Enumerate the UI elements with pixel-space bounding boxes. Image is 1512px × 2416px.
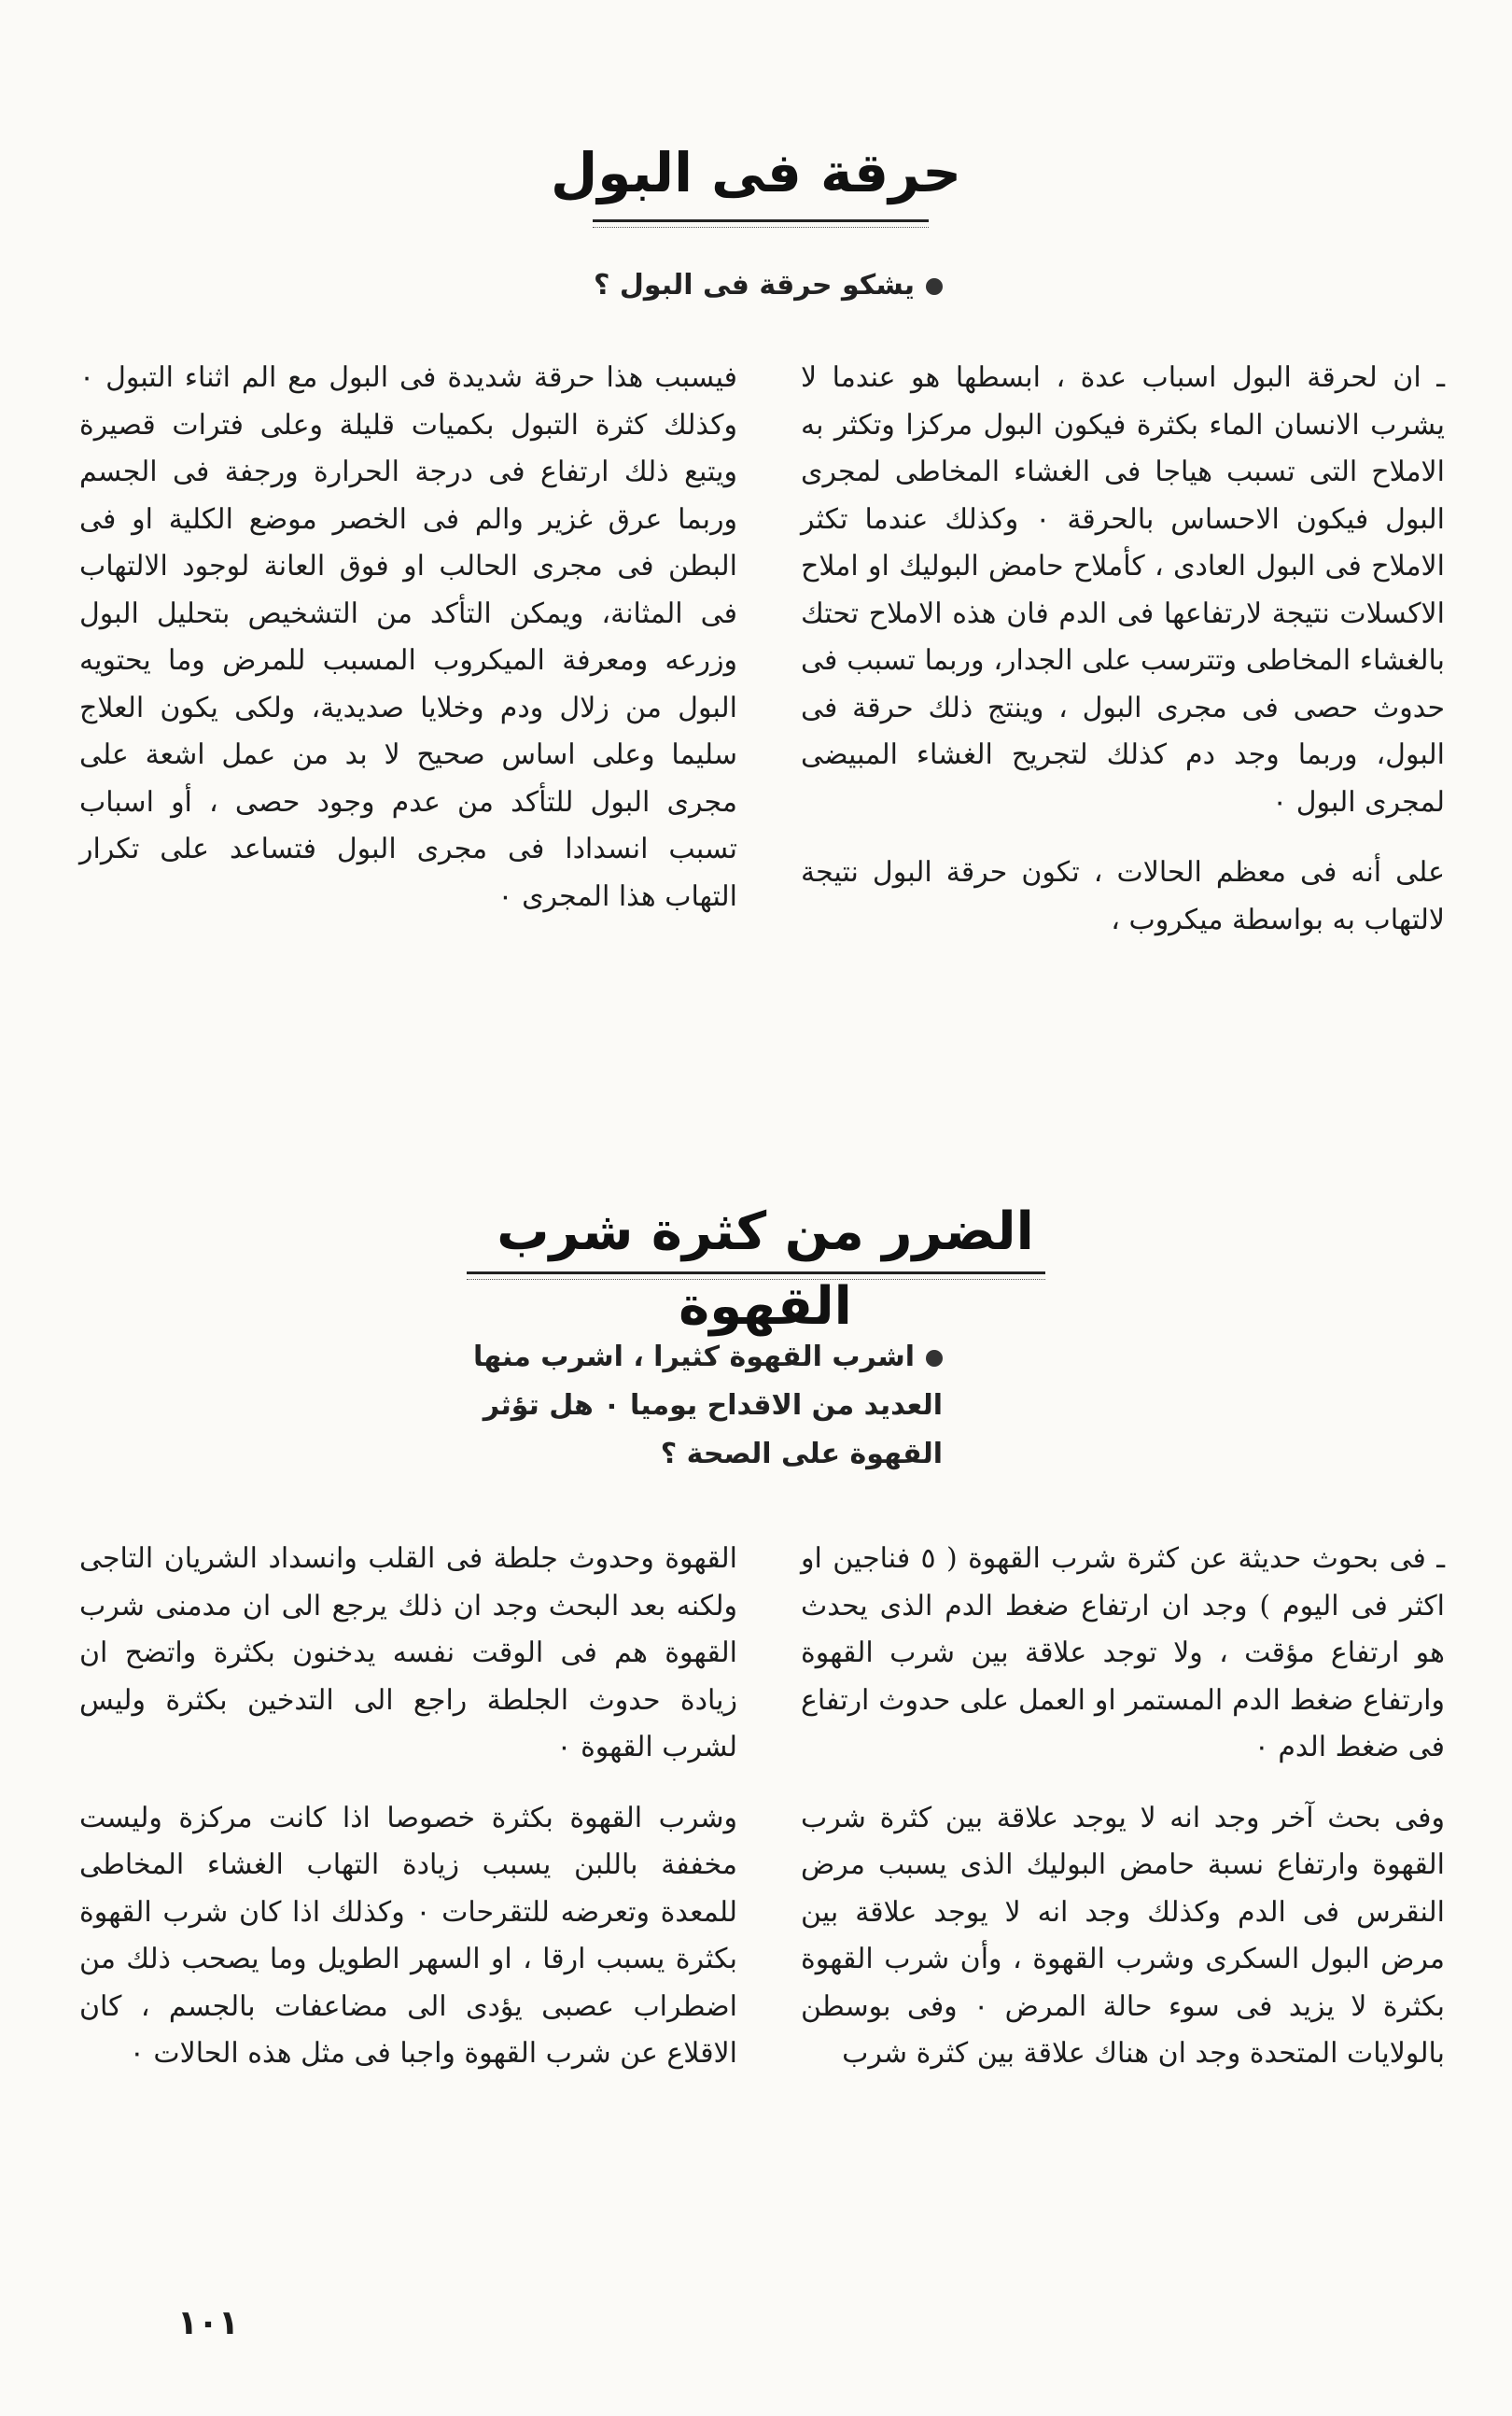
paragraph: ـ فى بحوث حديثة عن كثرة شرب القهوة ( ٥ فناجين او اكثر فى اليوم ) وجد ان ارتفاع ضغط الدم الذى يحدث هو ارتفاع مؤقت ، ولا توجد علاقة بين شرب القهوة وارتفاع ضغط الدم المستمر او العمل على حدوث ارتفاع فى ضغط الدم ۰: [801, 1542, 1445, 1763]
bullet-icon: [926, 278, 943, 295]
article-1-title: حرقة فى البول: [550, 141, 962, 204]
article-2-left-column: [79, 1536, 737, 2101]
bullet-icon: [926, 1350, 943, 1367]
paragraph: وفى بحث آخر وجد انه لا يوجد علاقة بين كثرة شرب القهوة وارتفاع نسبة حامض البوليك الذى يسبب مرض النقرس فى الدم وكذلك وجد انه لا يوجد علاقة بين مرض البول السكرى وشرب القهوة ، وأن شرب القهوة بكثرة لا يزيد فى سوء حالة المرض ۰ وفى بوسطن بالولايات المتحدة وجد ان هناك علاقة بين كثرة شرب: [801, 1801, 1445, 2070]
paragraph: ـ ان لحرقة البول اسباب عدة ، ابسطها هو عندما لا يشرب الانسان الماء بكثرة فيكون البول مركزا وتكثر به الاملاح التى تسبب هياجا فى الغشاء المخاطى لمجرى البول فيكون الاحساس بالحرقة ۰ وكذلك عندما تكثر الاملاح فى البول العادى ، كأملاح حامض البوليك او املاح الاكسلات نتيجة لارتفاعها فى الدم فان هذه الاملاح تحتك بالغشاء المخاطى وتترسب على الجدار، وربما تسبب فى حدوث حصى فى مجرى البول ، وينتج ذلك حرقة فى البول، وربما وجد دم كذلك لتجريح الغشاء المبيضى لمجرى البول ۰: [801, 361, 1445, 819]
title-underline-dotted: [467, 1279, 1045, 1280]
paragraph: على أنه فى معظم الحالات ، تكون حرقة البول نتيجة لالتهاب به بواسطة ميكروب ،: [801, 856, 1445, 936]
title-underline: [467, 1271, 1045, 1274]
article-2-right-column: [801, 1536, 1445, 2101]
article-1-left-column: [79, 355, 737, 944]
paragraph: القهوة وحدوث جلطة فى القلب وانسداد الشريان التاجى ولكنه بعد البحث وجد ان ذلك يرجع الى ان مدمنى شرب القهوة هم فى الوقت نفسه يدخنون بكثرة واتضح ان زيادة حدوث الجلطة راجع الى التدخين بكثرة وليس لشرب القهوة ۰: [79, 1542, 737, 1763]
page-number: ١٠١: [177, 2304, 239, 2342]
title-underline: [593, 219, 929, 222]
article-2-question-text: اشرب القهوة كثيرا ، اشرب منها العديد من الاقداح يوميا ۰ هل تؤثر القهوة على الصحة ؟: [472, 1341, 943, 1470]
article-2-question: [420, 1333, 943, 1479]
paragraph: فيسبب هذا حرقة شديدة فى البول مع الم اثناء التبول ۰ وكذلك كثرة التبول بكميات قليلة وعلى فترات قصيرة ويتبع ذلك ارتفاع فى درجة الحرارة ورجفة فى الجسم وربما عرق غزير والم فى الخصر موضع الكلية او فى البطن فى مجرى الحالب او فوق العانة لوجود الالتهاب فى المثانة، ويمكن التأكد من التشخيص بتحليل البول وزرعه ومعرفة الميكروب المسبب للمرض وما يحتويه البول من زلال ودم وخلايا صديدية، ولكى يكون العلاج سليما وعلى اساس صحيح لا بد من عمل اشعة على مجرى البول للتأكد من عدم وجود حصى ، أو اسباب تسبب انسدادا فى مجرى البول فتساعد على تكرار التهاب هذا المجرى ۰: [79, 361, 737, 913]
article-1-question: [457, 261, 943, 310]
article-1-question-text: يشكو حرقة فى البول ؟: [594, 269, 915, 302]
article-1-right-column: [801, 355, 1445, 967]
article-2-title: الضرر من كثرة شرب القهوة: [497, 1201, 1034, 1337]
paragraph: وشرب القهوة بكثرة خصوصا اذا كانت مركزة وليست مخففة باللبن يسبب زيادة التهاب الغشاء المخاطى للمعدة وتعرضه للتقرحات ۰ وكذلك اذا كان شرب القهوة بكثرة يسبب ارقا ، او السهر الطويل وما يصحب ذلك من اضطراب عصبى يؤدى الى مضاعفات بالجسم ، كان الاقلاع عن شرب القهوة واجبا فى مثل هذه الحالات ۰: [79, 1801, 737, 2070]
title-underline-dotted: [593, 227, 929, 228]
